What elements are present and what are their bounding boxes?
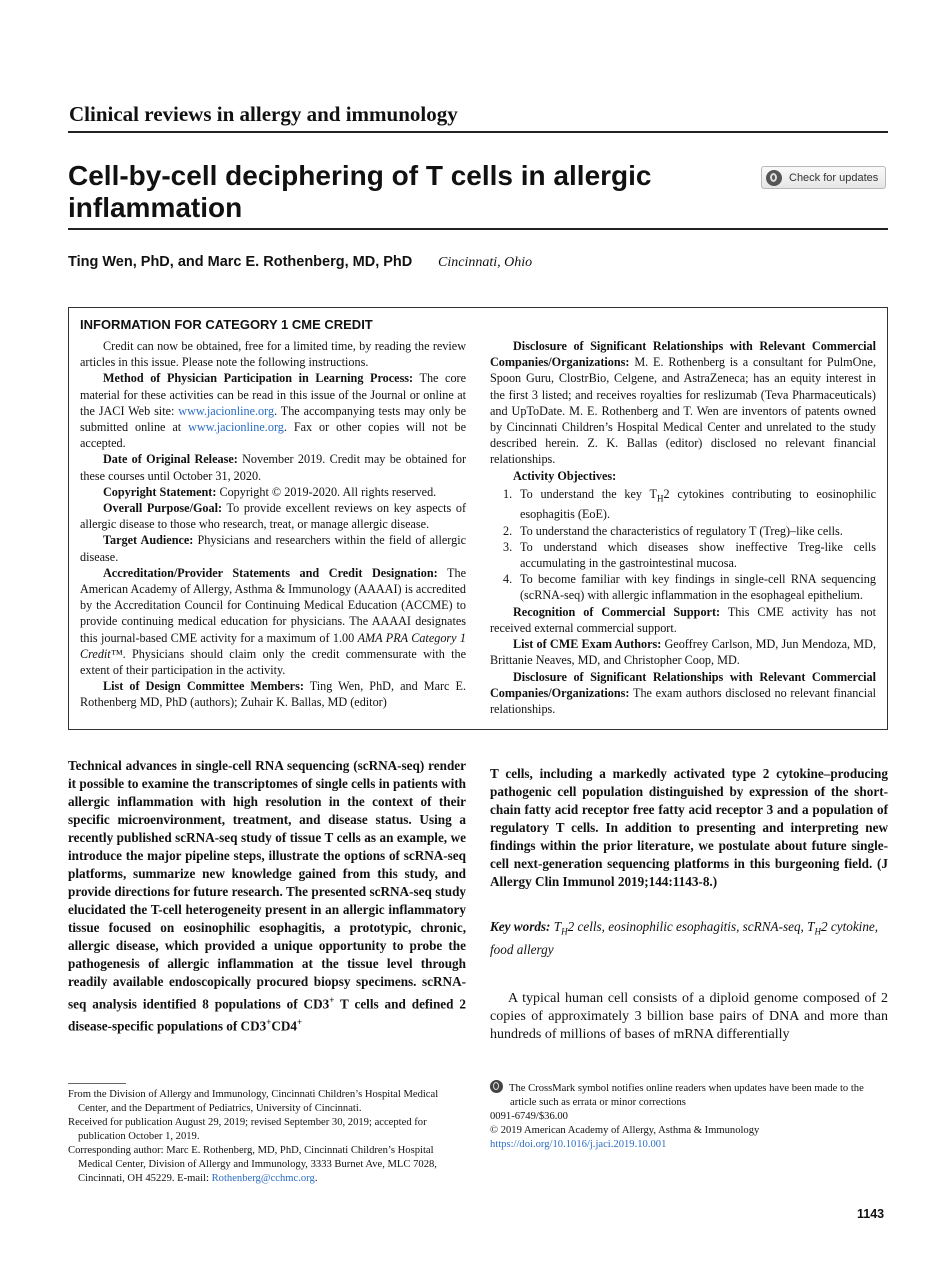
abstract-left: Technical advances in single-cell RNA sequencing (scRNA-seq) render it possible to examine the transcriptomes of single cells in patients with allergic inflammation with high resolution in the context of their specific microenvironment, treatment, and disease status. Using a recently published scRNA-seq study of tissue T cells as an example, we introduce the major pipeline steps, illustrate the options of scRNA-seq platforms, summarize new knowledge gained from this study, and provide directions for future research. The presented scRNA-seq study elucidated the T-cell heterogeneity present in an allergic inflammatory tissue focused on eosinophilic esophagitis, a prototypic, chronic, allergic disease, which provided a unique opportunity to probe the pathogenesis of allergic inflammation at the tissue level through readily available endoscopically procured biopsy specimens. scRNA-seq analysis identified 8 populations of CD3+ T cells and defined 2 disease-specific populations of CD3+CD4+ — [68, 758, 467, 1034]
cme-purpose: Overall Purpose/Goal: To provide excellent reviews on key aspects of allergic disease to those who research, treat, or manage allergic disease. — [80, 501, 467, 532]
objectives-heading: Activity Objectives: — [513, 468, 617, 483]
cme-intro: Credit can now be obtained, free for a limited time, by reading the review articles in this issue. Please note the following instructions. — [80, 339, 466, 370]
cme-committee: List of Design Committee Members: Ting Wen, PhD, and Marc E. Rothenberg MD, PhD (authors); Zuhair K. Ballas, MD (editor) — [80, 679, 467, 710]
cme-right-column — [490, 338, 876, 717]
jaci-link-2[interactable]: www.jacionline.org — [188, 420, 284, 435]
doi-link[interactable]: https://doi.org/10.1016/j.jaci.2019.10.001 — [490, 1139, 667, 1150]
footnote-affiliation: From the Division of Allergy and Immunology, Cincinnati Children’s Hospital Medical Center, and the Department of Pediatrics, University of Cincinnati. — [68, 1089, 439, 1114]
cme-disclosure-2: Disclosure of Significant Relationships with Relevant Commercial Companies/Organizations: The exam authors disclosed no relevant financial relationships. — [490, 669, 876, 716]
check-for-updates-label: Check for updates — [789, 171, 879, 184]
cme-left-column — [80, 338, 466, 711]
cme-release: Date of Original Release: November 2019. Credit may be obtained for these courses until October 31, 2020. — [80, 452, 467, 483]
cme-heading: INFORMATION FOR CATEGORY 1 CME CREDIT — [80, 317, 373, 332]
objectives-list — [490, 486, 876, 604]
email-link[interactable]: Rothenberg@cchmc.org — [211, 1173, 315, 1184]
location: Cincinnati, Ohio — [438, 255, 533, 270]
check-for-updates-button[interactable] — [761, 166, 886, 189]
cme-audience: Target Audience: Physicians and researchers within the field of allergic disease. — [80, 533, 466, 564]
cme-exam-authors: List of CME Exam Authors: Geoffrey Carlson, MD, Jun Mendoza, MD, Brittanie Neaves, MD, and Christopher Coop, MD. — [490, 637, 876, 668]
cme-method: Method of Physician Participation in Learning Process: The core material for these activities can be read in this issue of the Journal or online at the JACI Web site: www.jacionline.org. The accompanying tests may only be submitted online at www.jacionline.org. Fax or other copies will not be accepted. — [80, 371, 467, 451]
footnote-rule — [68, 1083, 126, 1084]
crossmark-note — [490, 1080, 888, 1152]
section-title: Clinical reviews in allergy and immunology — [69, 102, 458, 126]
crossmark-icon — [766, 170, 782, 186]
cme-recognition: Recognition of Commercial Support: This CME activity has not received external commercial support. — [490, 604, 877, 635]
footnotes — [68, 1088, 466, 1186]
jaci-link-1[interactable]: www.jacionline.org — [178, 403, 275, 418]
cme-accreditation: Accreditation/Provider Statements and Credit Designation: The American Academy of Allergy, Asthma & Immunology (AAAAI) is accredited by the Accreditation Council for Continuing Medical Education (ACCME) to provide continuing medical education for physicians. The AAAAI designates this journal-based CME activity for a maximum of 1.00 AMA PRA Category 1 Credit™. Physicians should claim only the credit commensurate with the extent of their participation in the activity. — [80, 565, 467, 678]
objective-item: 2. To understand the characteristics of regulatory T (Treg)–like cells. — [503, 523, 843, 538]
issn: 0091-6749/$36.00 — [490, 1111, 568, 1122]
title-rule — [68, 228, 888, 230]
crossmark-small-icon — [490, 1080, 503, 1093]
footnote-corresponding: Corresponding author: Marc E. Rothenberg, MD, PhD, Cincinnati Children’s Hospital Medical Center, Division of Allergy and Immunology, 3333 Burnet Ave, MLC 7028, Cincinnati, OH 45229. E-mail: Rothenberg@cchmc.org. — [68, 1145, 437, 1184]
objective-item: 3. To understand which diseases show ineffective Treg-like cells accumulating in the gastrointestinal mucosa. — [503, 539, 876, 571]
key-words: Key words: $T_H2$ cells, eosinophilic esophagitis, scRNA-seq, $T_H2$ cytokine, food allergy — [490, 919, 879, 957]
abstract-right: T cells, including a markedly activated type 2 cytokine–producing pathogenic cell population distinguished by expression of the short-chain fatty acid receptor free fatty acid receptor 3 and a population of regulatory T cells. In addition to presenting and interpreting new findings within the prior literature, we postulate about future single-cell next-generation sequencing platforms in this burgeoning field. (J Allergy Clin Immunol 2019;144:1143-8.) — [490, 766, 888, 889]
page-number: 1143 — [857, 1207, 885, 1221]
cme-copyright: Copyright Statement: Copyright © 2019-2020. All rights reserved. — [103, 484, 437, 499]
objective-item: 1. To understand the key $T_H2$ cytokines contributing to eosinophilic esophagitis (EoE). — [503, 486, 876, 522]
objective-item: 4. To become familiar with key findings in single-cell RNA sequencing (scRNA-seq) with allergic inflammation in the esophageal epithelium. — [503, 572, 876, 603]
authors: Ting Wen, PhD, and Marc E. Rothenberg, MD, PhD — [68, 254, 413, 270]
crossmark-text: The CrossMark symbol notifies online readers when updates have been made to the article such as errata or minor corrections — [509, 1083, 864, 1108]
journal-copyright: © 2019 American Academy of Allergy, Asthma & Immunology — [490, 1125, 760, 1136]
article-title: Cell-by-cell deciphering of T cells in allergic inflammation — [68, 160, 652, 223]
header-rule — [68, 131, 888, 133]
body-intro: A typical human cell consists of a diploid genome composed of 2 copies of approximately 3 billion base pairs of DNA and more than hundreds of millions of bases of mRNA differentially — [490, 991, 888, 1042]
footnote-received: Received for publication August 29, 2019; revised September 30, 2019; accepted for publication October 1, 2019. — [68, 1117, 427, 1142]
cme-disclosure: Disclosure of Significant Relationships with Relevant Commercial Companies/Organizations: M. E. Rothenberg is a consultant for PulmOne, Spoon Guru, ClostrBio, Celgene, and AstraZeneca; has an equity interest in the first 3 listed; and receives royalties for reslizumab (Teva Pharmaceuticals) and UpToDate. M. E. Rothenberg and T. Wen are inventors of patents owned by Cincinnati Children’s Hospital Medical Center and unrelated to the study described herein. Z. K. Ballas (editor) disclosed no relevant financial relationships. — [490, 339, 877, 467]
